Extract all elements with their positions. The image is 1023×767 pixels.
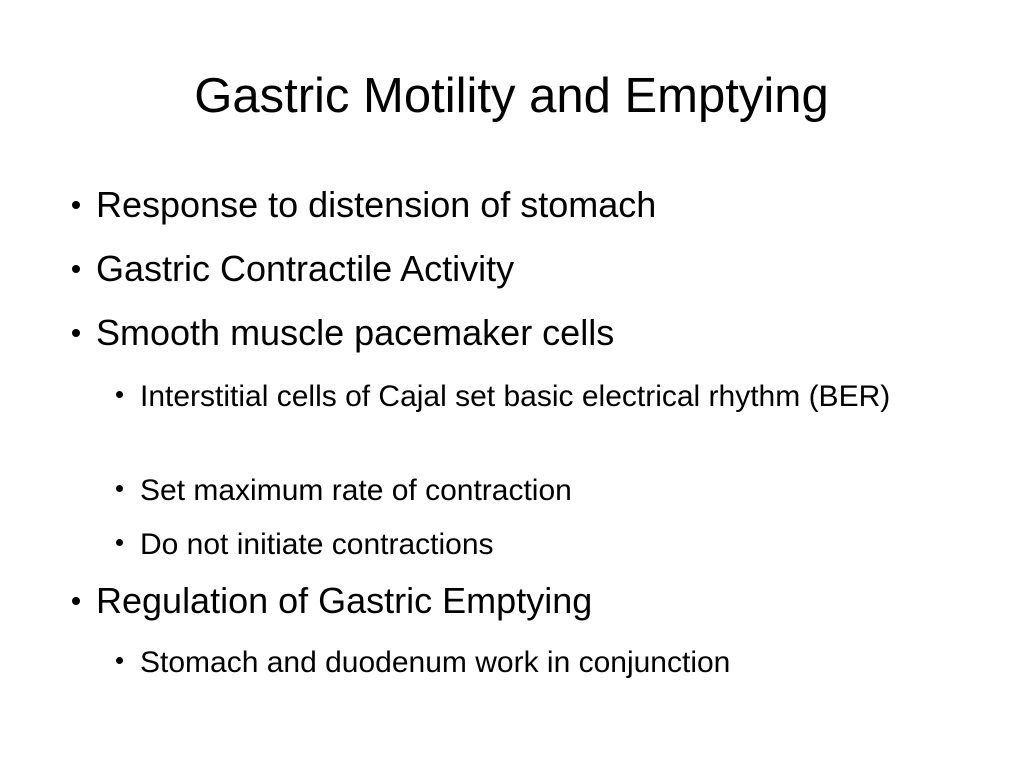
sub-bullet-item-text: Stomach and duodenum work in conjunction <box>140 646 731 679</box>
sub-bullet-item-text: Interstitial cells of Cajal set basic electrical rhythm (BER) <box>140 380 891 413</box>
bullet-item <box>62 313 614 353</box>
bullet-item-text: Gastric Contractile Activity <box>96 248 515 289</box>
sub-bullet-item-text: Set maximum rate of contraction <box>140 474 572 507</box>
bullet-dot-icon <box>107 525 140 559</box>
sub-bullet-item-text: Do not initiate contractions <box>140 528 494 561</box>
bullet-dot-icon <box>107 643 140 677</box>
bullet-dot-icon <box>62 185 96 225</box>
bullet-dot-icon <box>107 471 140 505</box>
sub-bullet-item <box>107 471 572 510</box>
bullet-dot-icon <box>107 377 140 411</box>
bullet-item <box>62 185 656 225</box>
bullet-item-text: Response to distension of stomach <box>96 184 657 225</box>
sub-bullet-item <box>107 643 730 682</box>
bullet-item <box>62 581 592 621</box>
bullet-dot-icon <box>62 249 96 289</box>
bullet-dot-icon <box>62 581 96 621</box>
bullet-dot-icon <box>62 313 96 353</box>
bullet-item-text: Regulation of Gastric Emptying <box>96 580 593 621</box>
sub-bullet-item <box>107 525 494 564</box>
slide-title: Gastric Motility and Emptying <box>194 69 829 123</box>
bullet-item-text: Smooth muscle pacemaker cells <box>96 312 615 353</box>
sub-bullet-item <box>107 377 950 416</box>
bullet-item <box>62 249 514 289</box>
